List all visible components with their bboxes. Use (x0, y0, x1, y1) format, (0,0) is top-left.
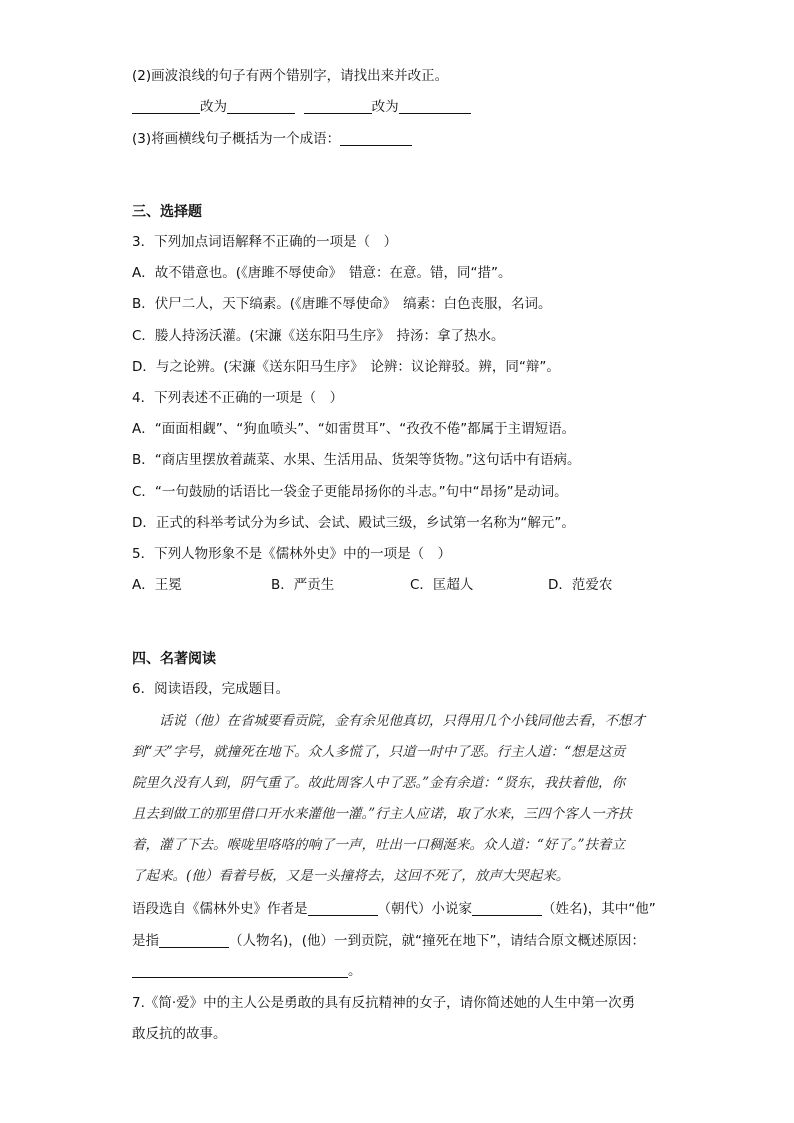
answer-blank[interactable] (304, 98, 372, 114)
section-4-title: 四、名著阅读 (132, 651, 216, 667)
option-b: B．严贡生 (271, 577, 335, 593)
reading-passage (132, 706, 662, 892)
option-d: D．范爱农 (548, 577, 613, 593)
question-5-stem: 5．下列人物形象不是《儒林外史》中的一项是（ ） (132, 546, 452, 562)
question-7-line-1: 7.《简·爱》中的主人公是勇敢的具有反抗精神的女子，请你简述她的人生中第一次勇 (132, 995, 636, 1011)
section-3-title: 三、选择题 (132, 204, 202, 220)
question-2-prompt: (2)画波浪线的句子有两个错别字，请找出来并改正。 (132, 68, 449, 84)
question-7-line-2: 敢反抗的故事。 (132, 1026, 227, 1042)
question-4-stem: 4．下列表述不正确的一项是（ ） (132, 390, 344, 406)
dynasty-blank[interactable] (308, 900, 378, 916)
option-c: C．匡超人 (410, 577, 474, 593)
fill-text: 。 (348, 963, 362, 979)
author-name-blank[interactable] (472, 900, 542, 916)
change-to-label: 改为 (200, 99, 227, 115)
passage-line: 且去到做工的那里借口开水来灌他一灌。”行主人应诺，取了水来，三四个客人一齐扶 (132, 806, 632, 822)
option-d: D．正式的科举考试分为乡试、会试、殿试三级，乡试第一名称为“解元”。 (132, 515, 575, 531)
passage-line: 着，灌了下去。喉咙里咯咯的响了一声，吐出一口稠涎来。众人道：“好了。”扶着立 (132, 837, 626, 853)
question-3-prompt: (3)将画横线句子概括为一个成语： (132, 131, 341, 147)
question-6-stem: 6．阅读语段，完成题目。 (132, 681, 290, 697)
correction-answer-line (132, 97, 471, 117)
option-a: A．故不错意也。(《唐雎不辱使命》 错意：在意。错，同“措”。 (132, 265, 512, 281)
fill-text: 语段选自《儒林外史》作者是 (132, 901, 308, 917)
passage-line: 话说（他）在省城要看贡院，金有余见他真切，只得用几个小钱同他去看，不想才 (159, 713, 645, 729)
character-name-blank[interactable] (159, 932, 229, 948)
answer-blank[interactable] (227, 98, 295, 114)
passage-line: 院里久没有人到，阴气重了。故此周客人中了恶。”金有余道：“贤东，我扶着他，你 (132, 775, 626, 791)
question-6-fill-line-2 (132, 931, 645, 951)
answer-blank[interactable] (340, 130, 412, 146)
question-6-fill-line-1 (132, 899, 656, 919)
reason-answer-blank[interactable] (132, 962, 348, 978)
fill-text: （姓名)，其中“他” (542, 901, 656, 917)
option-a: A．“面面相觑”、“狗血喷头”、“如雷贯耳”、“孜孜不倦”都属于主谓短语。 (132, 421, 576, 437)
question-6-fill-line-3 (132, 961, 362, 981)
answer-blank[interactable] (399, 98, 471, 114)
option-c: C．媵人持汤沃灌。(宋濂《送东阳马生序》 持汤：拿了热水。 (132, 328, 505, 344)
option-d: D．与之论辨。(宋濂《送东阳马生序》 论辨：议论辩驳。辨，同“辩”。 (132, 359, 560, 375)
option-b: B．“商店里摆放着蔬菜、水果、生活用品、货架等货物。”这句话中有语病。 (132, 452, 581, 468)
fill-text: 是指 (132, 933, 159, 949)
option-c: C．“一句鼓励的话语比一袋金子更能昂扬你的斗志。”句中“昂扬”是动词。 (132, 484, 568, 500)
answer-blank[interactable] (132, 98, 200, 114)
passage-line: 到“天”字号，就撞死在地下。众人多慌了，只道一时中了恶。行主人道：“想是这贡 (132, 744, 626, 760)
option-b: B．伏尸二人，天下缟素。(《唐雎不辱使命》 缟素：白色丧服，名词。 (132, 296, 552, 312)
option-a: A．王冕 (132, 577, 182, 593)
question-3-stem: 3．下列加点词语解释不正确的一项是（ ） (132, 234, 398, 250)
fill-text: （人物名)，(他）一到贡院，就“撞死在地下”，请结合原文概述原因： (229, 933, 646, 949)
passage-line: 了起来。(他）看着号板，又是一头撞将去，这回不死了，放声大哭起来。 (132, 868, 570, 884)
question-3-idiom-line (132, 129, 412, 149)
fill-text: （朝代）小说家 (377, 901, 472, 917)
change-to-label: 改为 (371, 99, 399, 115)
